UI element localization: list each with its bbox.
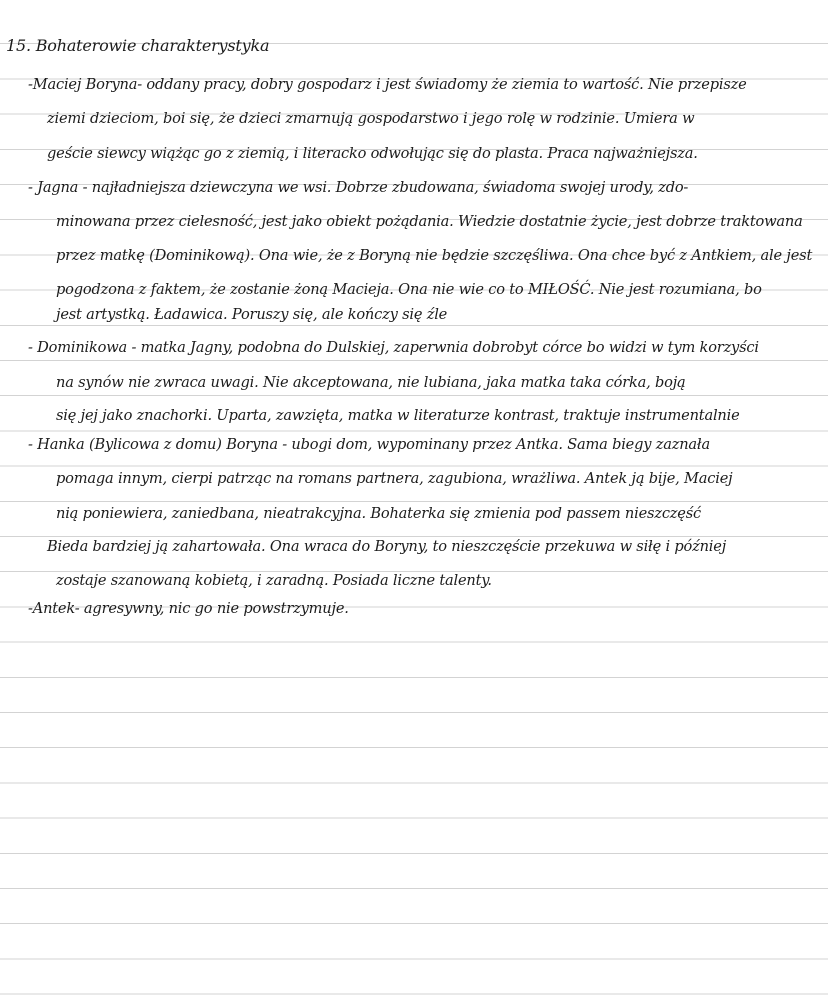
note-line: ziemi dzieciom, boi się, że dzieci zmarnują gospodarstwo i jego rolę w rodzinie. Umiera w bbox=[47, 110, 695, 127]
note-line: -Maciej Boryna- oddany pracy, dobry gospodarz i jest świadomy że ziemia to wartość. Nie przepisze bbox=[28, 76, 747, 93]
note-line: geście siewcy wiążąc go z ziemią, i literacko odwołując się do plasta. Praca najważniejsza. bbox=[47, 145, 698, 162]
note-line: jest artystką. Ładawica. Poruszy się, ale kończy się źle bbox=[56, 306, 448, 323]
note-line: Bieda bardziej ją zahartowała. Ona wraca do Boryny, to nieszczęście przekuwa w siłę i później bbox=[47, 538, 727, 555]
note-line: -Antek- agresywny, nic go nie powstrzymuje. bbox=[28, 600, 349, 617]
note-line: - Jagna - najładniejsza dziewczyna we wsi. Dobrze zbudowana, świadoma swojej urody, zdo- bbox=[28, 179, 689, 196]
note-line: pogodzona z faktem, że zostanie żoną Macieja. Ona nie wie co to MIŁOŚĆ. Nie jest rozumiana, bo bbox=[56, 281, 762, 298]
note-line: przez matkę (Dominikową). Ona wie, że z Boryną nie będzie szczęśliwa. Ona chce być z Antkiem, ale jest bbox=[56, 247, 813, 264]
note-line: nią poniewiera, zaniedbana, nieatrakcyjna. Bohaterka się zmienia pod passem nieszczęść bbox=[56, 505, 701, 522]
note-line: się jej jako znachorki. Uparta, zawzięta, matka w literaturze kontrast, traktuje instrumentalnie bbox=[56, 407, 740, 424]
note-line: - Dominikowa - matka Jagny, podobna do Dulskiej, zaperwnia dobrobyt córce bo widzi w tym korzyści bbox=[28, 339, 759, 356]
note-line: pomaga innym, cierpi patrząc na romans partnera, zagubiona, wrażliwa. Antek ją bije, Maciej bbox=[56, 470, 733, 487]
note-line: minowana przez cielesność, jest jako obiekt pożądania. Wiedzie dostatnie życie, jest dobrze traktowana bbox=[56, 213, 803, 230]
note-line: na synów nie zwraca uwagi. Nie akceptowana, nie lubiana, jaka matka taka córka, boją bbox=[56, 374, 686, 391]
note-title: 15. Bohaterowie charakterystyka bbox=[6, 36, 270, 55]
note-line: - Hanka (Bylicowa z domu) Boryna - ubogi dom, wypominany przez Antka. Sama biegy zaznała bbox=[28, 436, 710, 453]
note-line: zostaje szanowaną kobietą, i zaradną. Posiada liczne talenty. bbox=[56, 572, 492, 589]
